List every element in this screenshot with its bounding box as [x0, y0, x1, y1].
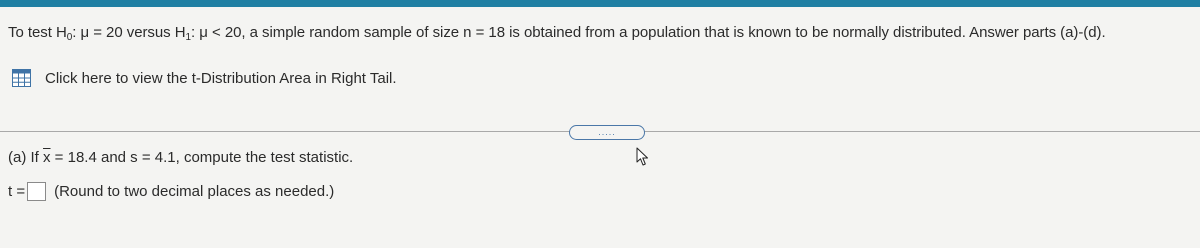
- t-distribution-link-label[interactable]: Click here to view the t-Distribution Area in Right Tail.: [45, 69, 397, 87]
- x-bar-symbol: $\overline{x}$: [43, 149, 51, 166]
- answer-row: [8, 180, 334, 202]
- h0-subscript: 0: [66, 32, 73, 43]
- top-accent-bar: [0, 0, 1200, 7]
- t-label: t =: [8, 182, 26, 200]
- h1-subscript: 1: [185, 32, 192, 43]
- question-prefix: To test H: [8, 24, 67, 41]
- t-statistic-input[interactable]: [27, 182, 46, 201]
- part-a-prefix: (a) If: [8, 149, 44, 166]
- t-distribution-link[interactable]: [12, 68, 397, 88]
- question-rest: : μ < 20, a simple random sample of size n = 18 is obtained from a population that is known to be normally distributed. Answer parts (a)-(d).: [191, 24, 1106, 41]
- mouse-pointer-icon: [636, 147, 652, 167]
- part-a-suffix: = 18.4 and s = 4.1, compute the test statistic.: [50, 149, 354, 166]
- part-a-prompt: [8, 149, 353, 166]
- table-icon[interactable]: [12, 69, 31, 87]
- rounding-hint: (Round to two decimal places as needed.): [54, 182, 335, 200]
- question-null-hypothesis: : μ = 20 versus H: [72, 24, 186, 41]
- expand-more-button[interactable]: .....: [569, 125, 645, 140]
- question-text: [8, 24, 1198, 43]
